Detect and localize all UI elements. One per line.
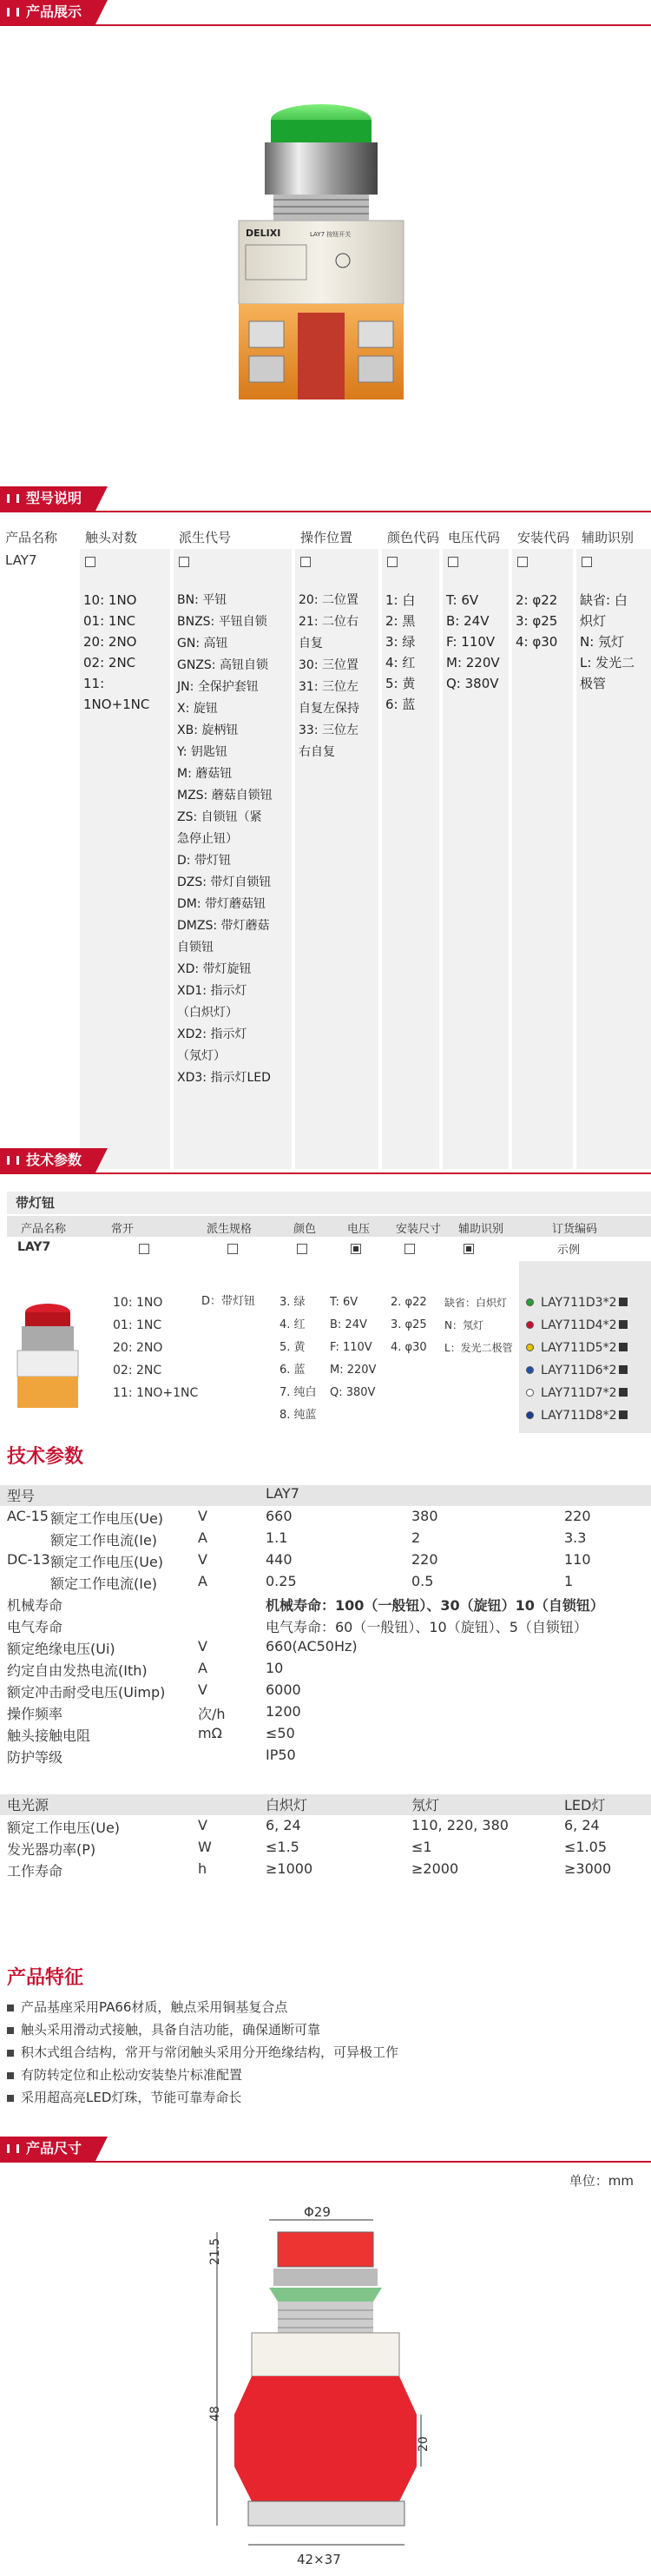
tech-cell: A	[198, 1529, 207, 1546]
voltages-list	[443, 588, 509, 696]
contact-option: 02: 2NC	[83, 655, 136, 670]
aux-option: 炽灯	[580, 613, 607, 629]
lamp-contact: 20: 2NO	[113, 1341, 163, 1355]
tech-cell: 约定自由发热电流(Ith)	[7, 1662, 148, 1679]
aux-option: N: 氖灯	[580, 634, 625, 650]
tech-cell: 触头接触电阻	[7, 1727, 91, 1744]
lamp-checkbox[interactable]	[297, 1244, 307, 1254]
lamp-checkbox[interactable]	[227, 1244, 238, 1254]
tech-cell: h	[198, 1860, 207, 1877]
lamp-checkbox[interactable]	[139, 1244, 149, 1254]
tech-cell: DC-13	[7, 1551, 50, 1568]
colors-list	[382, 588, 439, 717]
derived-option: DMZS: 带灯蘑菇	[177, 919, 270, 933]
derived-option: X: 旋钮	[177, 702, 218, 716]
tech-cell: 型号	[7, 1488, 36, 1504]
derived-option: DZS: 带灯自锁钮	[177, 875, 272, 889]
lamp-contacts	[113, 1291, 198, 1404]
color-option: 6: 蓝	[385, 697, 416, 712]
tech-cell: 10	[266, 1660, 284, 1676]
contact-option: 01: 1NC	[83, 613, 136, 629]
tech-cell: 0.25	[266, 1573, 297, 1589]
voltage-option: Q: 380V	[446, 676, 499, 691]
tech-cell: AC-15	[7, 1508, 49, 1524]
tech-row	[0, 1595, 651, 1615]
lamp-color: 4. 红	[279, 1318, 306, 1331]
order-code: LAY711D6*2	[541, 1364, 617, 1377]
lamp-mount: 2. φ22	[391, 1296, 427, 1309]
tech-cell: V	[198, 1508, 207, 1524]
tech-cell: 6, 24	[266, 1817, 301, 1833]
tech-cell: 额定工作电压(Ue)	[50, 1554, 164, 1570]
lamp-voltage: B: 24V	[330, 1318, 367, 1331]
square-icon	[619, 1388, 628, 1397]
tech-row	[0, 1725, 651, 1746]
contact-option: 10: 1NO	[83, 592, 137, 608]
position-option: 30: 三位置	[299, 658, 358, 672]
checkbox-derived[interactable]	[179, 557, 189, 567]
checkbox-aux[interactable]	[582, 557, 592, 567]
header-contacts: 触头对数	[80, 526, 170, 549]
position-option: 21: 二位右	[299, 615, 358, 629]
order-code: LAY711D8*2	[541, 1409, 617, 1423]
color-option: 5: 黄	[385, 676, 416, 691]
lamp-voltage: M: 220V	[330, 1364, 377, 1377]
lamp-voltage: Q: 380V	[330, 1386, 376, 1399]
tech-cell: 110, 220, 380	[411, 1817, 509, 1833]
tech-row	[0, 1551, 651, 1572]
section-bar-tech	[0, 1148, 651, 1174]
lamp-contact: 11: 1NO+1NC	[113, 1386, 199, 1400]
dim-48: 48	[208, 2406, 222, 2421]
section-icon	[7, 1156, 19, 1165]
lamp-product: LAY7	[17, 1240, 51, 1254]
lamp-mount: 3. φ25	[391, 1318, 427, 1331]
derived-option: XD2: 指示灯	[177, 1027, 247, 1041]
lamp-header: 示例	[557, 1244, 581, 1257]
tech-cell: 电气寿命	[7, 1619, 63, 1635]
lamp-checkbox[interactable]	[464, 1244, 474, 1254]
lamp-voltages	[330, 1291, 376, 1404]
lamp-header: 派生规格	[207, 1223, 253, 1236]
tech-cell: 电气寿命：60（一般钮）、10（旋钮）、5（自锁钮）	[266, 1619, 588, 1635]
tech-cell: LAY7	[266, 1485, 299, 1502]
lamp-aux-item: N：氖灯	[444, 1319, 483, 1331]
tech-cell: 额定冲击耐受电压(Uimp)	[7, 1684, 166, 1701]
tech-cell: 白炽灯	[266, 1797, 308, 1813]
voltage-option: M: 220V	[446, 655, 500, 670]
order-code-row	[526, 1314, 628, 1337]
tech-cell: 1	[564, 1573, 574, 1589]
tech-row	[0, 1508, 651, 1529]
voltage-option: B: 24V	[446, 613, 490, 629]
contacts-list	[80, 588, 170, 717]
order-code: LAY711D7*2	[541, 1386, 617, 1400]
lamp-header: 辅助识别	[458, 1223, 504, 1236]
tech-cell: 工作寿命	[7, 1863, 63, 1879]
tech-cell: 发光器功率(P)	[7, 1841, 96, 1858]
derived-option: ZS: 自锁钮（紧	[177, 810, 262, 824]
tech-cell: 操作频率	[7, 1706, 63, 1722]
product-photo	[213, 96, 430, 408]
color-option: 4: 红	[385, 655, 416, 670]
derived-list	[174, 588, 292, 1091]
checkbox-voltage[interactable]	[448, 557, 458, 567]
color-dot-icon	[526, 1298, 534, 1306]
lamp-aux-item: L：发光二极管	[444, 1342, 513, 1354]
header-position: 操作位置	[295, 526, 378, 549]
tech-cell: ≥3000	[564, 1860, 612, 1877]
square-icon	[619, 1298, 628, 1306]
checkbox-position[interactable]	[300, 557, 311, 567]
tech-cell: 次/h	[198, 1706, 226, 1722]
tech-cell: 1200	[266, 1703, 301, 1720]
voltage-option: F: 110V	[446, 634, 496, 650]
dim-20: 20	[417, 2436, 431, 2452]
section-tag	[0, 0, 95, 24]
tech-cell: V	[198, 1551, 207, 1568]
color-dot-icon	[526, 1411, 534, 1419]
brand-label: DELIXI	[246, 228, 281, 239]
checkbox-color[interactable]	[387, 557, 398, 567]
tech-params-heading: 技术参数	[7, 1446, 84, 1468]
checkbox-mount[interactable]	[517, 557, 528, 567]
dim-phi29: Φ29	[304, 2206, 331, 2220]
lamp-voltage: F: 110V	[330, 1341, 372, 1354]
tech-cell: 额定工作电压(Ue)	[7, 1820, 121, 1836]
lamp-header: 订货编码	[552, 1223, 598, 1236]
square-icon	[619, 1365, 628, 1374]
mount-option: 3: φ25	[516, 613, 558, 629]
lamp-derived: D：带灯钮	[201, 1295, 256, 1308]
tech-row	[0, 1660, 651, 1681]
position-option: 自复左保持	[299, 702, 359, 716]
model-label: LAY7 按钮开关	[310, 231, 352, 238]
tech-cell: 440	[266, 1551, 293, 1568]
dim-21-5: 21.5	[208, 2237, 222, 2265]
aux-list	[576, 588, 651, 696]
position-option: 自复	[299, 637, 323, 651]
tech-cell: 6000	[266, 1681, 301, 1698]
mounting-list	[512, 588, 573, 654]
derived-option: XB: 旋柄钮	[177, 723, 239, 737]
section-bar-size	[0, 2137, 651, 2163]
tech-cell: 机械寿命：100（一般钮）、30（旋钮）10（自锁钮）	[266, 1597, 604, 1614]
lamp-color: 8. 纯蓝	[279, 1409, 317, 1422]
section-title: 技术参数	[26, 1152, 82, 1168]
section-icon	[7, 2144, 19, 2153]
header-color: 颜色代码	[382, 526, 439, 549]
tech-row	[0, 1529, 651, 1550]
order-code-row	[526, 1291, 628, 1314]
lamp-contact: 01: 1NC	[113, 1318, 162, 1332]
lamp-color: 7. 纯白	[279, 1386, 317, 1399]
lamp-aux	[444, 1291, 513, 1359]
tech-row	[0, 1573, 651, 1594]
tech-cell: 660	[266, 1508, 293, 1524]
tech-cell: 机械寿命	[7, 1597, 63, 1614]
section-tag	[0, 1148, 95, 1172]
tech-row	[0, 1817, 651, 1838]
position-option: 20: 二位置	[299, 593, 358, 607]
mount-option: 2: φ22	[516, 592, 558, 608]
tech-cell: 2	[411, 1529, 421, 1546]
color-option: 2: 黑	[385, 613, 416, 629]
tech-cell: 110	[564, 1551, 591, 1568]
tech-cell: 电光源	[7, 1797, 49, 1813]
section-title: 产品展示	[26, 3, 82, 20]
tech-cell: mΩ	[198, 1725, 222, 1741]
derived-option: 自锁钮	[177, 941, 214, 954]
contact-option: 20: 2NO	[83, 634, 137, 650]
derived-option: GNZS: 高钮自锁	[177, 658, 268, 672]
tech-cell: 3.3	[564, 1529, 587, 1546]
lamp-button-title: 带灯钮	[7, 1192, 651, 1214]
tech-cell: ≤1.5	[266, 1839, 299, 1855]
tech-cell: A	[198, 1573, 207, 1589]
lamp-contact: 10: 1NO	[113, 1296, 163, 1310]
lamp-checkbox[interactable]	[351, 1244, 361, 1254]
tech-cell: ≤1.05	[564, 1839, 608, 1855]
derived-option: 急停止钮）	[177, 832, 238, 846]
tech-cell: LED灯	[564, 1797, 606, 1813]
tech-cell: 220	[564, 1508, 591, 1524]
section-tag	[0, 486, 95, 511]
derived-option: JN: 全保护套钮	[177, 680, 259, 694]
lamp-header: 安装尺寸	[396, 1223, 442, 1236]
order-code-row	[526, 1404, 628, 1427]
tech-cell: ≤1	[411, 1839, 432, 1855]
position-option: 右自复	[299, 745, 335, 759]
section-title: 型号说明	[26, 490, 82, 506]
feature-item: 产品基座采用PA66材质，触点采用铜基复合点	[7, 1998, 287, 2016]
order-code-row	[526, 1382, 628, 1404]
section-tag	[0, 2137, 95, 2161]
lamp-voltage: T: 6V	[330, 1296, 358, 1309]
color-option: 3: 绿	[385, 634, 416, 650]
header-aux: 辅助识别	[576, 526, 651, 549]
derived-option: D: 带灯钮	[177, 854, 231, 868]
header-derived: 派生代号	[174, 526, 292, 549]
tech-cell: 660(AC50Hz)	[266, 1638, 358, 1655]
lamp-mounting	[391, 1291, 427, 1359]
aux-option: L: 发光二	[580, 655, 635, 670]
tech-row	[0, 1794, 651, 1815]
tech-cell: 额定工作电流(Ie)	[50, 1575, 158, 1592]
feature-item: 有防转定位和止松动安装垫片标准配置	[7, 2065, 242, 2084]
tech-cell: 380	[411, 1508, 438, 1524]
product-name: LAY7	[5, 552, 37, 568]
tech-cell: V	[198, 1817, 207, 1833]
tech-cell: V	[198, 1638, 207, 1655]
lamp-checkbox[interactable]	[404, 1244, 415, 1254]
derived-option: BNZS: 平钮自锁	[177, 615, 267, 629]
tech-cell: ≤50	[266, 1725, 295, 1741]
tech-cell: W	[198, 1839, 212, 1855]
tech-row	[0, 1681, 651, 1702]
header-product: 产品名称	[0, 526, 76, 549]
position-option: 33: 三位左	[299, 723, 358, 737]
tech-cell: 0.5	[411, 1573, 434, 1589]
order-code: LAY711D4*2	[541, 1318, 617, 1332]
tech-cell: 防护等级	[7, 1749, 63, 1766]
color-dot-icon	[526, 1321, 534, 1329]
lamp-color: 3. 绿	[279, 1296, 306, 1309]
tech-row	[0, 1747, 651, 1767]
color-option: 1: 白	[385, 592, 416, 608]
derived-option: Y: 钥匙钮	[177, 745, 227, 759]
section-bar-model	[0, 486, 651, 512]
order-code: LAY711D3*2	[541, 1296, 617, 1310]
tech-cell: ≥2000	[411, 1860, 459, 1877]
feature-item: 采用超高亮LED灯珠，节能可靠寿命长	[7, 2088, 241, 2106]
tech-row	[0, 1703, 651, 1724]
color-dot-icon	[526, 1389, 534, 1397]
derived-option: （氖灯）	[177, 1049, 226, 1063]
derived-option: MZS: 蘑菇自锁钮	[177, 789, 273, 803]
dim-42x37: 42×37	[297, 2552, 341, 2567]
derived-option: GN: 高钮	[177, 637, 228, 651]
checkbox-contacts[interactable]	[85, 557, 95, 567]
lamp-button-photo	[9, 1298, 87, 1411]
unit-label: 单位：mm	[569, 2173, 634, 2189]
position-option: 31: 三位左	[299, 680, 358, 694]
square-icon	[619, 1320, 628, 1329]
tech-cell: 1.1	[266, 1529, 288, 1546]
square-icon	[619, 1410, 628, 1419]
lamp-header: 产品名称	[21, 1223, 67, 1236]
header-voltage: 电压代码	[443, 526, 509, 549]
order-code-row	[526, 1359, 628, 1382]
lamp-color: 5. 黄	[279, 1341, 306, 1354]
section-bar-display	[0, 0, 651, 26]
lamp-aux-item: 缺省：白炽灯	[444, 1297, 508, 1309]
derived-option: DM: 带灯蘑菇钮	[177, 897, 266, 911]
derived-option: XD1: 指示灯	[177, 984, 247, 998]
dimension-drawing	[200, 2206, 434, 2571]
derived-option: M: 蘑菇钮	[177, 767, 233, 781]
tech-row	[0, 1839, 651, 1859]
tech-cell: ≥1000	[266, 1860, 313, 1877]
tech-cell: A	[198, 1660, 207, 1676]
derived-option: （白炽灯）	[177, 1006, 238, 1020]
order-code-row	[526, 1337, 628, 1359]
contact-option: 11: 1NO+1NC	[83, 676, 150, 712]
tech-row	[0, 1860, 651, 1881]
lamp-color: 6. 蓝	[279, 1364, 306, 1377]
color-dot-icon	[526, 1366, 534, 1374]
header-mount: 安装代码	[512, 526, 573, 549]
derived-option: BN: 平钮	[177, 593, 227, 607]
color-dot-icon	[526, 1344, 534, 1351]
positions-list	[295, 588, 378, 765]
aux-option: 极管	[580, 676, 607, 691]
order-code: LAY711D5*2	[541, 1341, 617, 1355]
lamp-header: 电压	[347, 1223, 371, 1236]
section-icon	[7, 8, 19, 17]
tech-row	[0, 1638, 651, 1659]
section-title: 产品尺寸	[26, 2140, 82, 2157]
derived-option: XD: 带灯旋钮	[177, 962, 252, 976]
lamp-colors	[279, 1291, 317, 1427]
voltage-option: T: 6V	[446, 592, 479, 608]
features-heading: 产品特征	[7, 1967, 84, 1989]
tech-cell: 6, 24	[564, 1817, 600, 1833]
lamp-mount: 4. φ30	[391, 1341, 427, 1354]
tech-cell: 额定绝缘电压(Ui)	[7, 1641, 115, 1657]
order-codes	[526, 1291, 628, 1427]
lamp-header: 颜色	[293, 1223, 317, 1236]
tech-cell: 额定工作电压(Ue)	[50, 1510, 164, 1527]
mount-option: 4: φ30	[516, 634, 558, 650]
square-icon	[619, 1343, 628, 1351]
tech-cell: 氖灯	[411, 1797, 440, 1813]
tech-cell: V	[198, 1681, 207, 1698]
tech-cell: 220	[411, 1551, 438, 1568]
feature-item: 触头采用滑动式接触，具备自洁功能，确保通断可靠	[7, 2020, 320, 2038]
lamp-contact: 02: 2NC	[113, 1364, 162, 1377]
lamp-header: 常开	[111, 1223, 135, 1236]
section-icon	[7, 494, 19, 503]
aux-option: 缺省: 白	[580, 592, 628, 608]
tech-row	[0, 1485, 651, 1506]
tech-cell: 额定工作电流(Ie)	[50, 1532, 158, 1549]
tech-cell: IP50	[266, 1747, 296, 1763]
derived-option: XD3: 指示灯LED	[177, 1071, 271, 1085]
feature-item: 积木式组合结构，常开与常闭触头采用分开绝缘结构，可异极工作	[7, 2043, 398, 2061]
tech-row	[0, 1616, 651, 1637]
